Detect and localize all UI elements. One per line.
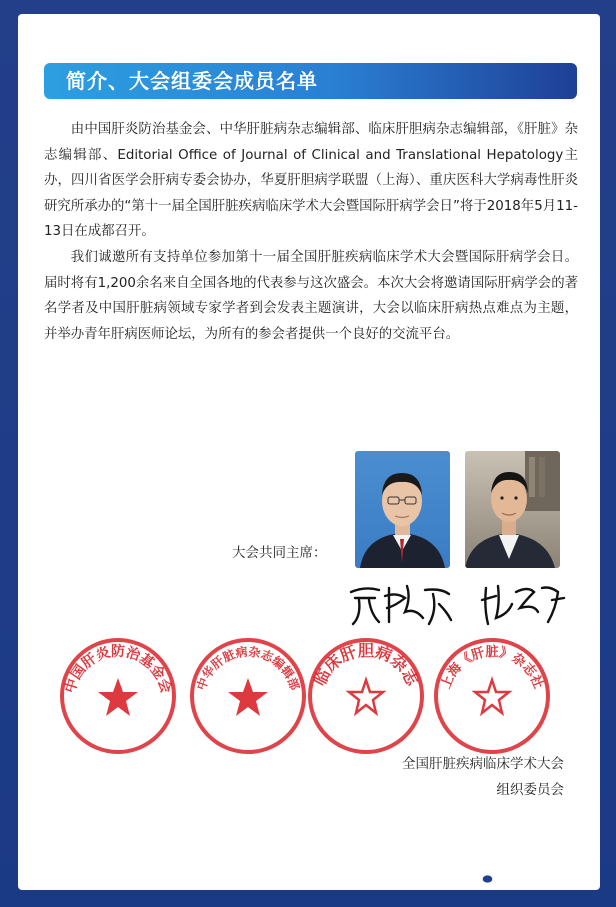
seal-4 bbox=[432, 636, 552, 756]
organizer-line-1: 全国肝脏疾病临床学术大会 bbox=[402, 756, 564, 772]
watermark-text: 中华肝脏病杂志 bbox=[498, 870, 596, 886]
intro-paragraph-1: 由中国肝炎防治基金会、中华肝脏病杂志编辑部、临床肝胆病杂志编辑部，《肝脏》杂志编辑部、Editorial Office of Journal of Clinical and Translational Hepatology主办，四川省医学会肝病专委会协办，华夏肝胆病学联盟（上海）、重庆医科大学病毒性肝炎研究所承办的“第十一届全国肝脏疾病临床学术大会暨国际肝病学会日”将于2018年5月11-13日在成都召开。 bbox=[44, 122, 578, 240]
organizer-block bbox=[402, 751, 564, 803]
chair-photo-1 bbox=[355, 451, 450, 568]
seal-1-text: 中国肝炎防治基金会 bbox=[62, 644, 174, 696]
seal-3 bbox=[306, 636, 426, 756]
organizer-line-2: 组织委员会 bbox=[496, 782, 564, 798]
seal-2 bbox=[188, 636, 308, 756]
seal-3-text: 临床肝胆病杂志 bbox=[309, 641, 423, 689]
watermark bbox=[474, 867, 596, 887]
co-chairs-label: 大会共同主席： bbox=[232, 545, 327, 561]
seal-4-text: 上海《肝脏》杂志社 bbox=[438, 645, 546, 691]
seal-1 bbox=[58, 636, 178, 756]
seal-2-text: 中华肝脏病杂志编辑部 bbox=[194, 644, 302, 693]
wechat-icon bbox=[474, 869, 494, 885]
section-title: 简介、大会组委会成员名单 bbox=[66, 69, 318, 93]
signature-2 bbox=[478, 578, 568, 628]
intro-paragraph-2: 我们诚邀所有支持单位参加第十一届全国肝脏疾病临床学术大会暨国际肝病学会日。届时将有1,200余名来自全国各地的代表参与这次盛会。本次大会将邀请国际肝病学会的著名学者及中国肝脏病领域专家学者到会发表主题演讲，大会以临床肝病热点难点为主题，并举办青年肝病医师论坛，为所有的参会者提供一个良好的交流平台。 bbox=[44, 249, 578, 342]
intro-text bbox=[44, 117, 578, 347]
section-header bbox=[44, 63, 577, 99]
chair-photo-2 bbox=[465, 451, 560, 568]
signature-1 bbox=[345, 578, 455, 628]
